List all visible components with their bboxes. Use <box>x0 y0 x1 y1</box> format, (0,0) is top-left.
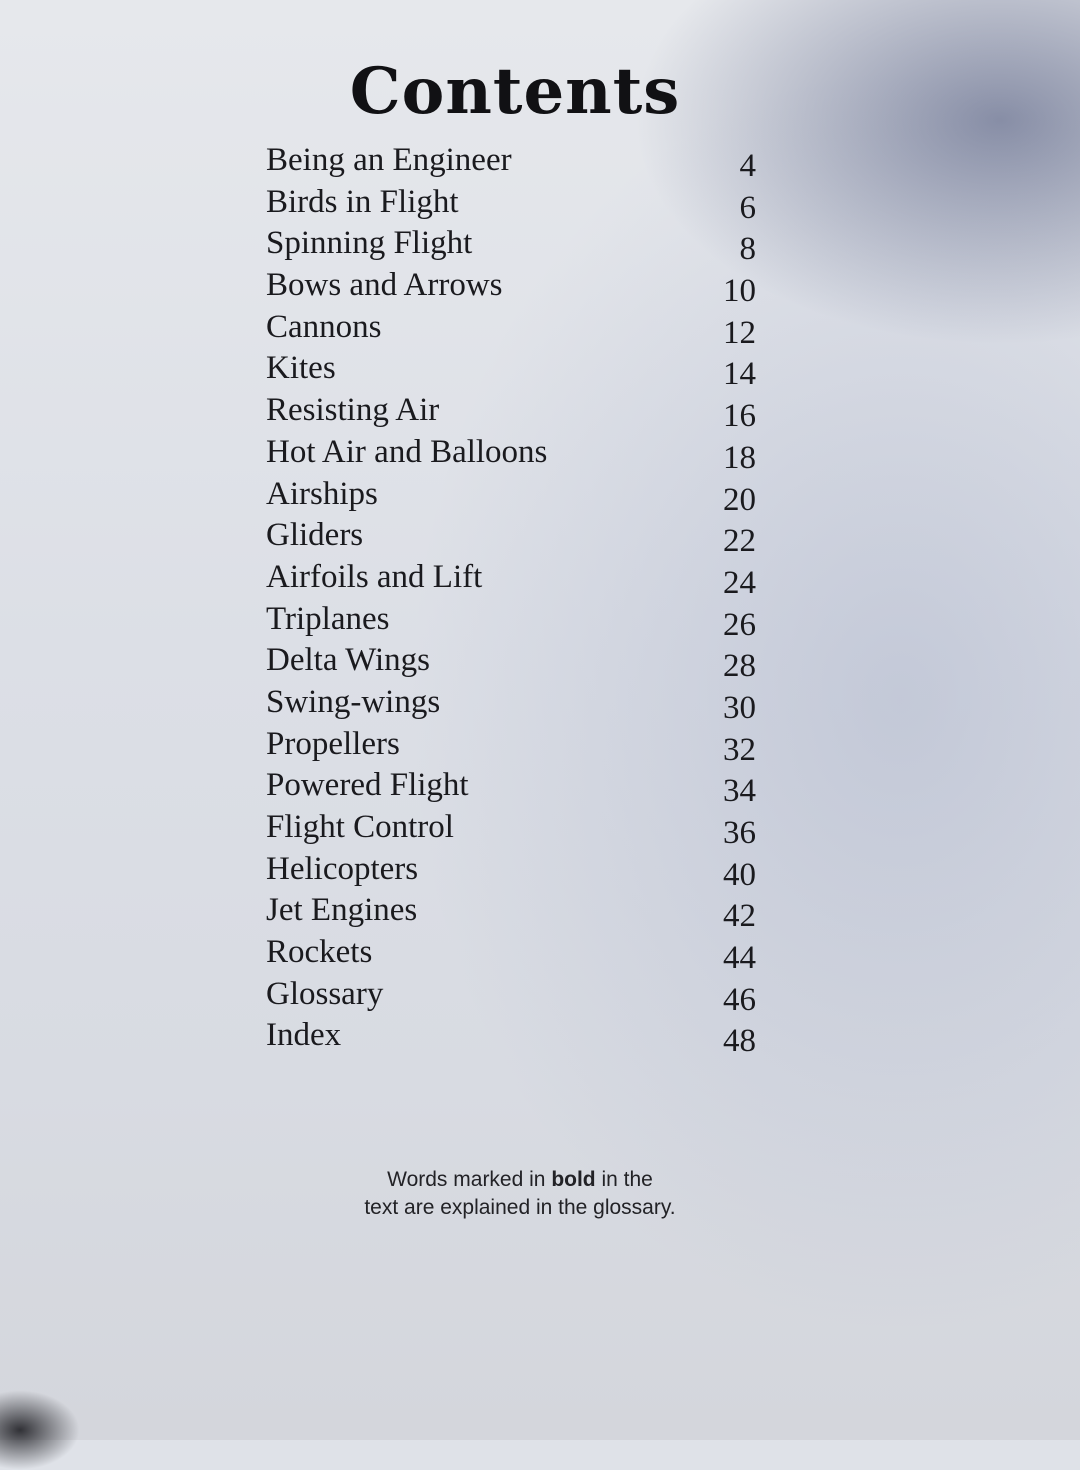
contents-entry-page: 18 <box>723 439 756 476</box>
contents-entry-title: Gliders <box>266 517 364 554</box>
contents-entry-title: Birds in Flight <box>266 183 459 220</box>
contents-entry-page: 32 <box>723 731 756 768</box>
contents-entry-title: Helicopters <box>266 850 419 887</box>
page-corner-shadow <box>0 1390 80 1470</box>
contents-entry <box>266 724 766 766</box>
contents-entry <box>266 182 766 224</box>
contents-entry-page: 6 <box>739 189 756 226</box>
glossary-note-bold: bold <box>551 1168 596 1191</box>
contents-entry-title: Glossary <box>266 975 384 1012</box>
contents-entry-page: 30 <box>723 689 756 726</box>
contents-heading: Contents <box>349 54 681 129</box>
contents-entry <box>266 474 766 516</box>
contents-entry <box>266 1015 766 1060</box>
glossary-note-text: Words marked in <box>387 1168 552 1191</box>
contents-entry <box>266 140 766 182</box>
contents-entry <box>266 557 766 599</box>
contents-entry-page: 26 <box>723 606 756 643</box>
contents-entry-page: 44 <box>723 940 756 977</box>
contents-entry <box>266 682 766 724</box>
contents-entry <box>266 265 766 310</box>
contents-entry-page: 8 <box>739 231 756 268</box>
contents-entry <box>266 390 766 435</box>
contents-entry-title: Delta Wings <box>266 642 430 679</box>
contents-entry-title: Kites <box>266 350 336 387</box>
contents-entry-title: Bows and Arrows <box>266 267 503 304</box>
contents-entry <box>266 348 766 393</box>
contents-entry-title: Hot Air and Balloons <box>266 433 548 470</box>
contents-entry-page: 20 <box>723 481 756 518</box>
contents-entry-title: Jet Engines <box>266 892 418 929</box>
contents-entry-page: 34 <box>723 773 756 810</box>
contents-entry-title: Spinning Flight <box>266 225 473 262</box>
contents-entry-title: Propellers <box>266 725 400 762</box>
contents-entry-title: Flight Control <box>266 809 454 845</box>
glossary-note-text-end: in the <box>595 1168 653 1191</box>
contents-entry <box>266 932 766 977</box>
contents-entry-title: Airships <box>266 475 378 512</box>
glossary-note-line2: text are explained in the glossary. <box>364 1196 676 1219</box>
contents-entry-title: Triplanes <box>266 600 390 637</box>
contents-entry-title: Index <box>266 1017 342 1054</box>
contents-entry-title: Resisting Air <box>266 392 440 429</box>
contents-entry <box>266 307 766 349</box>
contents-entry-title: Powered Flight <box>266 767 469 804</box>
contents-entry <box>266 432 766 474</box>
contents-list <box>266 140 766 1060</box>
contents-entry-page: 28 <box>723 648 756 685</box>
contents-entry-page: 4 <box>739 148 756 184</box>
contents-entry <box>266 640 766 685</box>
contents-entry <box>266 515 766 560</box>
contents-entry <box>266 849 766 891</box>
contents-entry-title: Airfoils and Lift <box>266 558 483 595</box>
contents-entry <box>266 807 766 849</box>
contents-entry-title: Rockets <box>266 934 373 971</box>
contents-entry-page: 12 <box>723 314 756 351</box>
contents-entry <box>266 974 766 1016</box>
contents-entry <box>266 599 766 641</box>
contents-entry <box>266 890 766 935</box>
contents-entry-page: 14 <box>723 356 756 393</box>
contents-entry-page: 42 <box>723 898 756 935</box>
contents-entry <box>266 765 766 810</box>
contents-entry-page: 22 <box>723 523 756 560</box>
contents-entry-title: Being an Engineer <box>266 142 512 178</box>
contents-entry-page: 36 <box>723 815 756 851</box>
contents-entry <box>266 223 766 268</box>
contents-entry-page: 46 <box>723 981 756 1018</box>
contents-entry-title: Cannons <box>266 308 382 345</box>
contents-entry-page: 16 <box>723 398 756 435</box>
contents-entry-page: 24 <box>723 564 756 601</box>
glossary-note <box>300 1166 740 1222</box>
contents-entry-page: 40 <box>723 856 756 893</box>
contents-entry-page: 48 <box>723 1023 756 1060</box>
contents-entry-page: 10 <box>723 273 756 310</box>
contents-entry-title: Swing-wings <box>266 683 441 720</box>
